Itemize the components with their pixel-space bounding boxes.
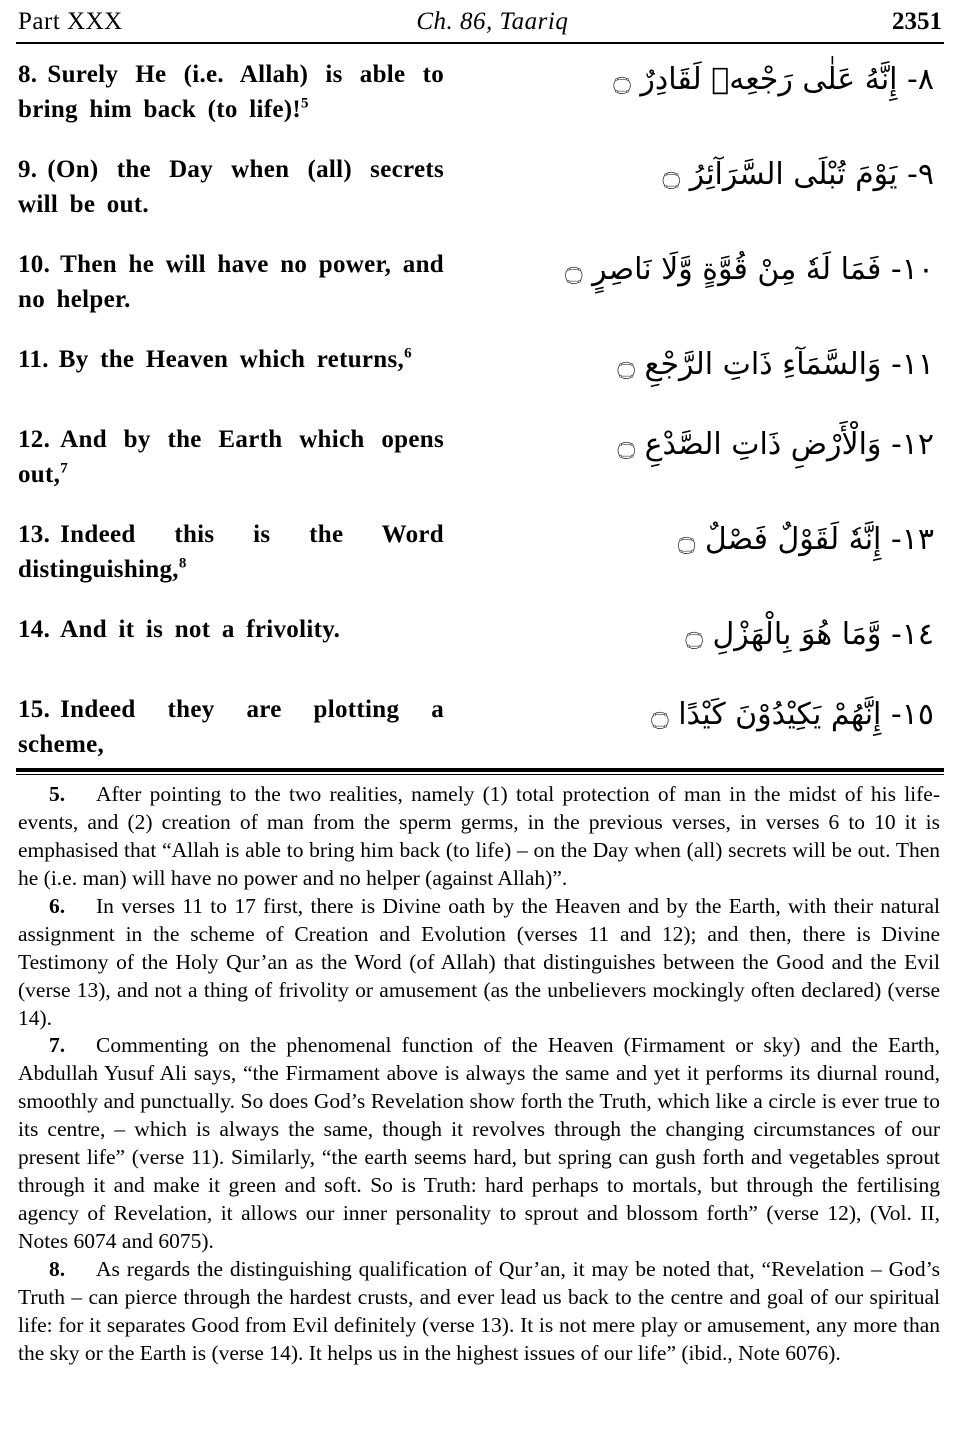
header-divider <box>16 42 944 44</box>
verse-english <box>14 693 444 762</box>
verse-row <box>14 423 946 492</box>
header-page-number: 2351 <box>892 8 942 35</box>
verse-arabic: ١٠- فَمَا لَهٗ مِنْ قُوَّةٍ وَّلَا نَاصِرٍ ۝ <box>564 252 934 287</box>
footnote-item <box>18 893 940 1033</box>
verse-row <box>14 248 946 317</box>
divider-thick <box>16 768 944 772</box>
verse-footnote-marker: 5 <box>301 95 309 112</box>
verse-number: 9. <box>18 156 38 183</box>
verse-text: Indeed they are plotting a scheme, <box>18 696 444 758</box>
notes-divider <box>16 768 944 775</box>
footnote-number: 7. <box>48 1033 66 1058</box>
footnote-number: 6. <box>48 893 66 918</box>
verse-english <box>14 518 444 587</box>
verse-text: Surely He (i.e. Allah) is able to bring him back (to life)! <box>18 61 444 123</box>
verse-text: Indeed this is the Word distinguishing, <box>18 521 444 583</box>
verse-arabic: ١١- وَالسَّمَآءِ ذَاتِ الرَّجْعِ ۝ <box>617 347 934 382</box>
verse-row <box>14 343 946 397</box>
header-chapter: Ch. 86, Taariq <box>416 8 569 35</box>
verse-english <box>14 58 444 127</box>
verse-number: 8. <box>18 61 38 88</box>
footnote-number: 8. <box>48 1256 66 1281</box>
verse-number: 14. <box>18 616 51 643</box>
verse-arabic: ١٥- إِنَّهُمْ يَكِيْدُوْنَ كَيْدًا ۝ <box>651 697 934 732</box>
footnote-text: As regards the distinguishing qualification of Qur’an, it may be noted that, “Revelation – God’s Truth – can pierce through the hardest crusts, and ever lead us back to the centre and goal of our spiritual life: for it separates Good from Evil definitely (verse 13). It is not mere play or amusement, any more than the sky or the Earth is (verse 14). It helps us in the highest issues of our life” (ibid., Note 6076). <box>18 1256 940 1365</box>
verse-list <box>14 58 946 762</box>
verse-english <box>14 153 444 222</box>
verse-row <box>14 153 946 222</box>
footnote-text: After pointing to the two realities, namely (1) total protection of man in the midst of his life-events, and (2) creation of man from the sperm germs, in the previous verses, in verses 6 to 10 it is emphasised that “Allah is able to bring him back (to life) – on the Day when (all) secrets will be out. Then he (i.e. man) will have no power and no helper (against Allah)”. <box>18 782 940 890</box>
verse-number: 11. <box>18 346 49 373</box>
verse-text: Then he will have no power, and no helper. <box>18 251 444 313</box>
verse-number: 10. <box>18 251 51 278</box>
verse-arabic: ٨- إِنَّهُ عَلٰى رَجْعِهٖ لَقَادِرٌ ۝ <box>613 62 934 97</box>
verse-footnote-marker: 7 <box>60 460 68 477</box>
verse-row <box>14 58 946 127</box>
verse-arabic: ١٢- وَالْأَرْضِ ذَاتِ الصَّدْعِ ۝ <box>617 427 934 462</box>
footnote-item <box>18 1256 940 1368</box>
verse-number: 15. <box>18 696 51 723</box>
verse-text: (On) the Day when (all) secrets will be out. <box>18 156 444 218</box>
verse-english <box>14 423 444 492</box>
verse-number: 12. <box>18 426 51 453</box>
verse-row <box>14 518 946 587</box>
verse-text: And it is not a frivolity. <box>60 616 341 643</box>
verse-text: And by the Earth which opens out, <box>18 426 444 488</box>
verse-english <box>14 248 444 317</box>
verse-english <box>14 613 444 648</box>
verse-footnote-marker: 6 <box>404 345 412 362</box>
verse-row <box>14 613 946 667</box>
header-part: Part XXX <box>18 8 123 35</box>
verse-arabic: ١٤- وَّمَا هُوَ بِالْهَزْلِ ۝ <box>685 617 934 652</box>
verse-row <box>14 693 946 762</box>
footnotes <box>14 781 946 1368</box>
verse-text: By the Heaven which returns, <box>58 346 405 373</box>
footnote-number: 5. <box>48 782 66 806</box>
verse-footnote-marker: 8 <box>178 555 187 572</box>
footnote-text: In verses 11 to 17 first, there is Divine oath by the Heaven and by the Earth, with their natural assignment in the scheme of Creation and Evolution (verses 11 and 12); and then, there is Divine Testimony of the Holy Qur’an as the Word (of Allah) that distinguishes between the Good and the Evil (verse 13), and not a thing of frivolity or amusement (as the unbelievers mockingly often declared) (verse 14). <box>18 893 940 1030</box>
footnote-item <box>18 1032 940 1256</box>
verse-english <box>14 343 444 378</box>
footnote-text: Commenting on the phenomenal function of the Heaven (Firmament or sky) and the Earth, Abdullah Yusuf Ali says, “the Firmament above is always the same and yet it performs its diurnal round, smoothly and punctually. So does God’s Revelation show forth the Truth, which like a circle is ever true to its centre, – which is always the same, though it revolves through the changing circumstances of our present life” (verse 11). Similarly, “the earth seems hard, but spring can gush forth and vegetables sprout through it and make it green and soft. So is Truth: hard perhaps to mortals, but through the fertilising agency of Revelation, it allows our inner personality to sprout and blossom forth” (verse 12), (Vol. II, Notes 6074 and 6075). <box>18 1033 940 1253</box>
page-header <box>14 0 946 40</box>
verse-number: 13. <box>18 521 51 548</box>
footnote-item <box>18 781 940 893</box>
verse-arabic: ١٣- إِنَّهٗ لَقَوْلٌ فَصْلٌ ۝ <box>677 522 934 557</box>
divider-thin <box>16 774 944 775</box>
verse-arabic: ٩- يَوْمَ تُبْلَى السَّرَآئِرُ ۝ <box>662 157 934 192</box>
